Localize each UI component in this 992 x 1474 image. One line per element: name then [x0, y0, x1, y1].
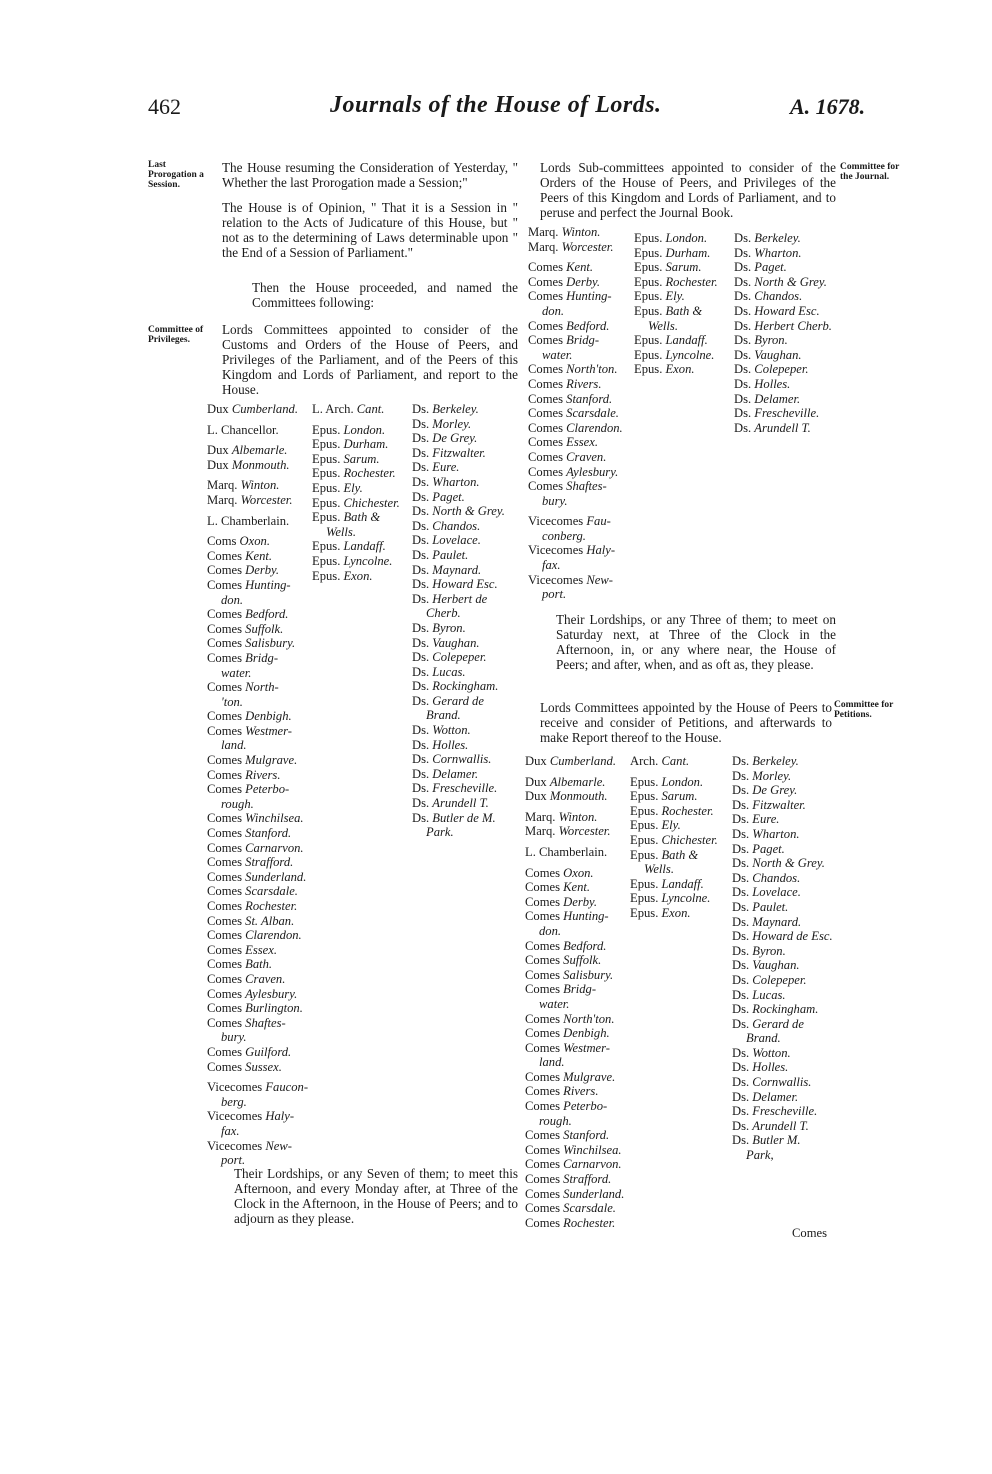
paragraph-journal-closing: Their Lordships, or any Three of them; to meet on Saturday next, at Three of the Clock in the Afternoon, in, or any where near, the House of Peers; and after, when, and as oft as, they please.	[556, 612, 836, 672]
list-item: Epus. Exon.	[312, 568, 373, 583]
list-item: Ds. Wharton.	[732, 826, 800, 841]
list-item: Ds. Holles.	[734, 376, 791, 391]
list-item: Comes North'ton.	[525, 1011, 615, 1026]
list-item: Ds. Cornwallis.	[732, 1075, 812, 1090]
list-item: Comes Westmer-	[207, 723, 292, 738]
list-item: Marq. Winton.	[525, 809, 598, 824]
list-item: berg.	[221, 1094, 247, 1109]
list-item: Marq. Worcester.	[528, 239, 614, 254]
list-item: Vicecomes Fau-	[528, 514, 611, 529]
list-item: Comes North'ton.	[528, 362, 618, 377]
list-item: Ds. Paget.	[412, 489, 465, 504]
margin-note-committee-journal: Committee for the Journal.	[840, 162, 900, 182]
list-item: Comes Craven.	[207, 971, 286, 986]
list-item: Ds. Gerard de	[412, 693, 484, 708]
list-item: Ds. North & Grey.	[734, 274, 827, 289]
list-item: Comes Sunderland.	[207, 869, 307, 884]
list-item: Comes Hunting-	[528, 289, 612, 304]
paragraph-opinion: The House is of Opinion, " That it is a Session in " relation to the Acts of Judicature of this House, but " not as to the determining of Laws determinable upon " the End of a Session of Parliament."	[222, 200, 518, 260]
list-item: Comes Shaftes-	[528, 479, 607, 494]
list-item: Ds. Byron.	[732, 943, 786, 958]
list-item: Ds. Paulet.	[412, 547, 469, 562]
list-item: Ds. North & Grey.	[412, 504, 505, 519]
list-item: Ds. Arundell T.	[734, 420, 811, 435]
list-item: Ds. Maynard.	[412, 562, 482, 577]
margin-note-committee-petitions: Committee for Petitions.	[834, 700, 894, 720]
list-item: Comes Kent.	[528, 260, 594, 275]
list-item: Vicecomes New-	[528, 572, 613, 587]
list-item: Arch. Cant.	[630, 754, 690, 768]
list-item: Ds. Maynard.	[732, 914, 802, 929]
paragraph-resuming: The House resuming the Consideration of Yesterday, " Whether the last Prorogation made a Session;"	[222, 160, 518, 190]
list-item: Wells.	[326, 524, 356, 539]
list-item: Epus. Ely.	[312, 480, 363, 495]
list-item: Ds. Berkeley.	[412, 402, 479, 416]
list-item: Comes Essex.	[207, 942, 277, 957]
list-item: Comes Derby.	[528, 274, 601, 289]
list-item: Comes Winchilsea.	[525, 1142, 622, 1157]
list-item: Comes Suffolk.	[525, 953, 602, 968]
list-item: Epus. Lyncolne.	[312, 553, 393, 568]
list-item: Ds. Wharton.	[412, 474, 480, 489]
list-item: Ds. Delamer.	[412, 766, 479, 781]
list-item: Epus. Ely.	[630, 818, 681, 833]
list-item: Dux Cumberland.	[207, 402, 298, 416]
paragraph-petitions-intro: Lords Committees appointed by the House of Peers to receive and consider of Petitions, and afterwards to make Report thereof to the House.	[540, 700, 832, 745]
list-item: Ds. North & Grey.	[732, 856, 825, 871]
list-item: Ds. Paget.	[732, 841, 785, 856]
list-item: Epus. Ely.	[634, 289, 685, 304]
list-item: Park.	[426, 825, 454, 840]
list-item: Comes Denbigh.	[207, 709, 292, 724]
list-item: Epus. Lyncolne.	[634, 347, 715, 362]
list-item: Comes St. Alban.	[207, 913, 295, 928]
list-item: L. Arch. Cant.	[312, 402, 385, 416]
list-item: Ds. Chandos.	[734, 289, 803, 304]
list-item: Epus. Sarum.	[312, 451, 380, 466]
list-item: Comes Scarsdale.	[525, 1201, 616, 1216]
list-item: Comes Clarendon.	[528, 420, 623, 435]
list-item: Comes Carnarvon.	[207, 840, 304, 855]
list-item: Comes Rivers.	[525, 1084, 599, 1099]
list-item: port.	[542, 587, 567, 602]
list-item: Comes Stanford.	[207, 826, 292, 841]
page-header	[0, 88, 992, 128]
list-item: Comes Essex.	[528, 435, 598, 450]
list-item: Vicecomes Faucon-	[207, 1080, 309, 1095]
list-item: 'ton.	[221, 694, 243, 709]
list-item: Dux Albemarle.	[525, 774, 606, 789]
list-item: Ds. Herbert Cherb.	[734, 318, 832, 333]
list-item: Ds. Butler de M.	[412, 810, 496, 825]
list-item: Comes Clarendon.	[207, 928, 302, 943]
list-item: Comes Sunderland.	[525, 1186, 625, 1201]
list-item: Ds. Wotton.	[732, 1045, 791, 1060]
list-item: Vicecomes Haly-	[207, 1109, 295, 1124]
list-item: Ds. Fitzwalter.	[732, 797, 806, 812]
list-item: Ds. Morley.	[412, 416, 472, 431]
list-item: fax.	[542, 558, 561, 573]
list-petitions-barons	[732, 754, 844, 1163]
list-item: Ds. Paget.	[734, 260, 787, 275]
list-item: bury.	[221, 1030, 247, 1045]
list-journal-bishops	[634, 225, 734, 377]
list-item: Ds. Holles.	[732, 1060, 789, 1075]
catchword: Comes	[792, 1226, 827, 1240]
list-item: Ds. Arundell T.	[732, 1118, 809, 1133]
list-item: Ds. Howard de Esc.	[732, 929, 833, 944]
list-item: Epus. Chichester.	[630, 832, 718, 847]
list-item: Comes Hunting-	[207, 577, 291, 592]
list-item: Ds. Lucas.	[412, 664, 466, 679]
list-item: Epus. Landaff.	[634, 333, 708, 348]
list-item: port.	[221, 1153, 246, 1168]
list-item: Brand.	[746, 1031, 781, 1046]
list-item: Comes Westmer-	[525, 1040, 610, 1055]
list-item: Comes North-	[207, 680, 279, 695]
list-item: Ds. Herbert de	[412, 591, 488, 606]
list-item: Ds. De Grey.	[732, 783, 798, 798]
page-title: Journals of the House of Lords.	[330, 92, 662, 118]
list-petitions-temporal	[525, 754, 631, 1230]
list-item: Comes Winchilsea.	[207, 811, 304, 826]
list-item: Comes Kent.	[207, 548, 273, 563]
list-item: conberg.	[542, 528, 586, 543]
list-item: Epus. Durham.	[312, 437, 389, 452]
list-item: Ds. Rockingham.	[412, 679, 499, 694]
list-item: Ds. Delamer.	[734, 391, 801, 406]
list-item: Comes Bedford.	[525, 938, 607, 953]
list-item: rough.	[539, 1113, 572, 1128]
list-item: Marq. Worcester.	[207, 492, 293, 507]
list-item: Comes Peterbo-	[207, 782, 290, 797]
list-item: Wells.	[648, 318, 678, 333]
list-item: Comes Suffolk.	[207, 621, 284, 636]
paragraph-proceeded: Then the House proceeded, and named the Committees following:	[252, 280, 518, 310]
list-item: Epus. London.	[312, 422, 386, 437]
list-item: Ds. Butler M.	[732, 1133, 801, 1148]
list-item: Comes Peterbo-	[525, 1099, 608, 1114]
list-item: Marq. Worcester.	[525, 824, 611, 839]
list-item: L. Chamberlain.	[525, 844, 608, 859]
list-item: Comes Bridg-	[528, 333, 600, 348]
list-item: Coms Oxon.	[207, 534, 270, 549]
list-item: Epus. Chichester.	[312, 495, 400, 510]
list-item: Ds. De Grey.	[412, 431, 478, 446]
list-item: Marq. Winton.	[207, 478, 280, 493]
list-item: bury.	[542, 493, 568, 508]
list-item: Comes Strafford.	[525, 1172, 612, 1187]
list-item: Epus. Rochester.	[312, 466, 396, 481]
list-item: water.	[539, 996, 570, 1011]
list-item: Ds. Byron.	[412, 620, 466, 635]
list-item: don.	[221, 592, 244, 607]
list-item: Comes Carnarvon.	[525, 1157, 622, 1172]
list-item: Dux Albemarle.	[207, 443, 288, 458]
list-item: Comes Salisbury.	[525, 967, 614, 982]
paragraph-privileges-intro: Lords Committees appointed to consider of the Customs and Orders of the House of Peers, and Privileges of the Parliament, and of the Peers of this Kingdom and Lords of Parliament, and report to the House.	[222, 322, 518, 397]
list-item: fax.	[221, 1123, 240, 1138]
list-item: Ds. Chandos.	[412, 518, 481, 533]
list-item: Epus. Rochester.	[630, 803, 714, 818]
list-item: Ds. Eure.	[732, 812, 780, 827]
list-item: Comes Guilford.	[207, 1044, 292, 1059]
list-item: Comes Derby.	[207, 563, 280, 578]
list-item: Comes Bedford.	[528, 318, 610, 333]
list-item: Epus. Bath &	[634, 303, 703, 318]
margin-note-committee-privileges: Committee of Privileges.	[148, 325, 204, 345]
list-item: Comes Hunting-	[525, 909, 609, 924]
list-item: Epus. London.	[634, 231, 708, 245]
list-item: Comes Stanford.	[525, 1128, 610, 1143]
list-item: Epus. Bath &	[312, 510, 381, 525]
list-item: Ds. Paulet.	[732, 899, 789, 914]
list-journal-temporal	[528, 225, 634, 602]
list-item: Ds. Rockingham.	[732, 1002, 819, 1017]
list-item: L. Chancellor.	[207, 422, 279, 437]
list-item: Comes Bridg-	[207, 650, 279, 665]
list-item: Ds. Byron.	[734, 333, 788, 348]
list-item: Comes Scarsdale.	[528, 406, 619, 421]
list-item: Epus. Sarum.	[634, 260, 702, 275]
list-item: Comes Kent.	[525, 880, 591, 895]
list-petitions-bishops	[630, 754, 732, 921]
page-number: 462	[148, 94, 181, 119]
list-item: Ds. Vaughan.	[412, 635, 480, 650]
list-item: Park,	[746, 1148, 774, 1163]
list-item: don.	[539, 923, 562, 938]
list-item: Comes Bath.	[207, 957, 273, 972]
list-item: Comes Stanford.	[528, 391, 613, 406]
list-item: Comes Derby.	[525, 894, 598, 909]
list-item: Ds. Colepeper.	[732, 972, 807, 987]
list-item: Epus. Landaff.	[630, 876, 704, 891]
list-item: Comes Craven.	[528, 449, 607, 464]
list-journal-barons	[734, 225, 846, 435]
list-item: Ds. Gerard de	[732, 1016, 804, 1031]
list-item: Comes Denbigh.	[525, 1026, 610, 1041]
list-item: Ds. Colepeper.	[412, 650, 487, 665]
list-item: Comes Rochester.	[207, 899, 298, 913]
list-privileges-temporal	[207, 402, 313, 1168]
list-item: Ds. Frescheville.	[412, 781, 498, 796]
list-item: Comes Mulgrave.	[207, 753, 298, 768]
list-item: Ds. Frescheville.	[732, 1104, 818, 1119]
list-item: Comes Aylesbury.	[528, 464, 619, 479]
list-item: Comes Rivers.	[528, 376, 602, 391]
list-item: Epus. Lyncolne.	[630, 891, 711, 906]
list-item: Dux Monmouth.	[525, 789, 608, 804]
list-item: Ds. Wotton.	[412, 723, 471, 738]
list-item: water.	[542, 347, 573, 362]
list-item: Epus. Exon.	[634, 362, 695, 377]
list-item: Ds. Holles.	[412, 737, 469, 752]
list-item: Wells.	[644, 862, 674, 877]
list-item: Ds. Wharton.	[734, 245, 802, 260]
list-item: Comes Bridg-	[525, 982, 597, 997]
list-item: don.	[542, 303, 565, 318]
list-item: Epus. Durham.	[634, 245, 711, 260]
list-item: Ds. Vaughan.	[734, 347, 802, 362]
list-item: Ds. Frescheville.	[734, 406, 820, 421]
list-item: Ds. Chandos.	[732, 870, 801, 885]
list-item: Ds. Lucas.	[732, 987, 786, 1002]
list-item: Dux Monmouth.	[207, 457, 290, 472]
list-item: Dux Cumberland.	[525, 754, 616, 768]
list-item: Comes Strafford.	[207, 855, 294, 870]
list-item: L. Chamberlain.	[207, 513, 290, 528]
page-year: A. 1678.	[790, 94, 866, 119]
list-item: Comes Burlington.	[207, 1001, 303, 1016]
list-item: Comes Aylesbury.	[207, 986, 298, 1001]
list-item: Ds. Fitzwalter.	[412, 445, 486, 460]
list-item: Comes Salisbury.	[207, 636, 296, 651]
list-item: Ds. Arundell T.	[412, 796, 489, 811]
list-item: land.	[539, 1055, 565, 1070]
list-item: Comes Scarsdale.	[207, 884, 298, 899]
list-item: Comes Mulgrave.	[525, 1069, 616, 1084]
list-item: Vicecomes Haly-	[528, 543, 616, 558]
list-item: Ds. Vaughan.	[732, 958, 800, 973]
list-item: Ds. Colepeper.	[734, 362, 809, 377]
list-item: Epus. London.	[630, 774, 704, 789]
list-item: Comes Rochester.	[525, 1215, 616, 1230]
list-privileges-bishops	[312, 402, 412, 583]
list-privileges-barons	[412, 402, 522, 840]
list-item: Epus. Rochester.	[634, 274, 718, 289]
list-item: Comes Oxon.	[525, 865, 594, 880]
list-item: Comes Rivers.	[207, 767, 281, 782]
paragraph-journal-intro: Lords Sub-committees appointed to consider of the Orders of the House of Peers, and Privileges of the Peers of this Kingdom and Lords of Parliament, and to peruse and perfect the Journal Book.	[540, 160, 836, 220]
list-item: Epus. Landaff.	[312, 539, 386, 554]
list-item: Epus. Bath &	[630, 847, 699, 862]
list-item: Ds. Howard Esc.	[412, 577, 498, 592]
list-item: Comes Sussex.	[207, 1059, 282, 1074]
list-item: Ds. Eure.	[412, 460, 460, 475]
list-item: Ds. Berkeley.	[732, 754, 799, 768]
list-item: Vicecomes New-	[207, 1138, 292, 1153]
list-item: Ds. Cornwallis.	[412, 752, 492, 767]
list-item: Epus. Exon.	[630, 905, 691, 920]
list-item: Marq. Winton.	[528, 225, 601, 239]
margin-note-last-prorogation: Last Prorogation a Session.	[148, 160, 204, 190]
list-item: Cherb.	[426, 606, 461, 621]
list-item: Ds. Lovelace.	[732, 885, 801, 900]
list-item: Ds. Morley.	[732, 768, 792, 783]
list-item: Brand.	[426, 708, 461, 723]
list-item: land.	[221, 738, 247, 753]
list-item: Comes Shaftes-	[207, 1015, 286, 1030]
list-item: Ds. Berkeley.	[734, 231, 801, 245]
paragraph-privileges-closing: Their Lordships, or any Seven of them; to meet this Afternoon, and every Monday after, at Three of the Clock in the Afternoon, in the House of Peers; and to adjourn as they please.	[234, 1166, 518, 1226]
list-item: Epus. Sarum.	[630, 789, 698, 804]
list-item: water.	[221, 665, 252, 680]
list-item: Ds. Lovelace.	[412, 533, 481, 548]
list-item: Ds. Howard Esc.	[734, 303, 820, 318]
list-item: rough.	[221, 796, 254, 811]
list-item: Ds. Delamer.	[732, 1089, 799, 1104]
list-item: Comes Bedford.	[207, 607, 289, 622]
